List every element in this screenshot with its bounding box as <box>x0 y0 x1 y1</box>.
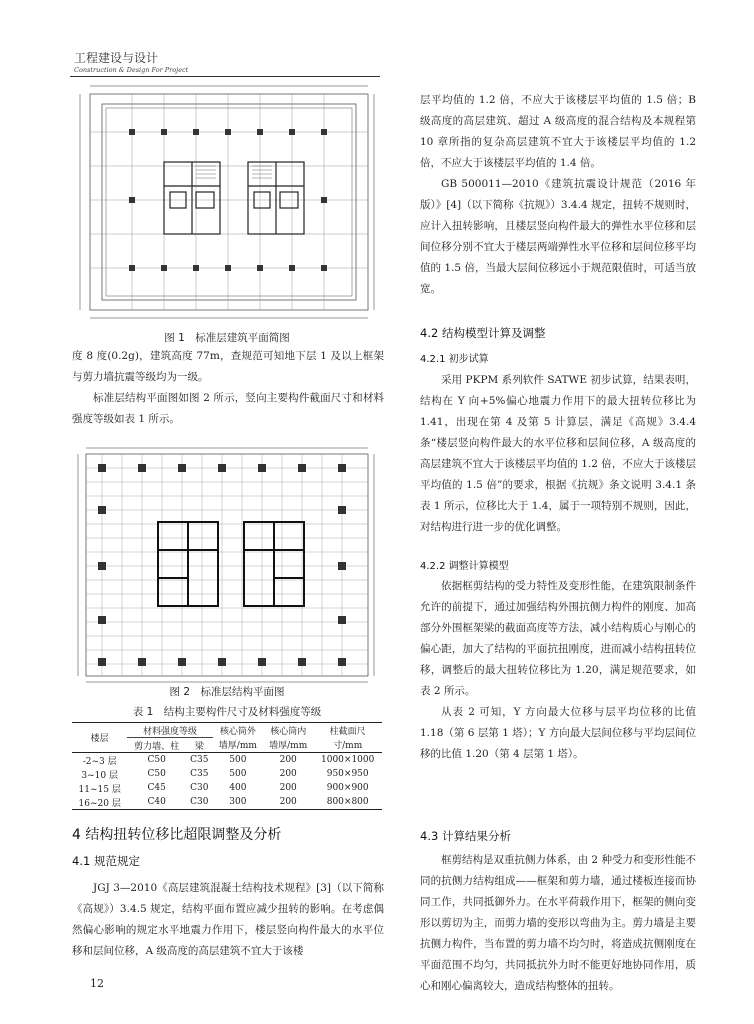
table1 <box>72 722 382 810</box>
table-header-core-in-unit: 墙厚/mm <box>269 741 308 752</box>
page-number: 12 <box>90 977 104 990</box>
table-cell: 500 <box>229 769 247 779</box>
table-row <box>72 795 382 810</box>
left-text-lower <box>72 878 384 962</box>
right-text-upper <box>420 90 696 300</box>
section-4-1-heading: 4.1 规范规定 <box>72 854 140 868</box>
section-4-2-2-heading: 4.2.2 调整计算模型 <box>420 561 509 572</box>
table-header-beam: 梁 <box>194 741 204 752</box>
figure2-structural-plan <box>72 446 382 684</box>
right-para-4: 依据框剪结构的受力特性及变形性能，在建筑限制条件允许的前提下，通过加强结构外围抗侧力构件的刚度、加高部分外围框架梁的截面高度等方法，减小结构质心与刚心的偏心距，加大了结构的平面抗扭刚度，进而减小结构扭转位移，调整后的最大扭转位移比为 1.20，满足规范要求，如表 2 所示。 <box>420 580 696 697</box>
table-cell: 800×800 <box>326 797 369 807</box>
table-header-core-out: 核心筒外 <box>219 726 256 737</box>
table-header-floor: 楼层 <box>90 734 109 744</box>
table-header-shear: 剪力墙、柱 <box>134 741 180 752</box>
right-para-5: 从表 2 可知，Y 方向最大位移与层平均位移的比值 1.18（第 6 层第 1 塔）；Y 方向最大层间位移与平均层间位移的比值 1.20（第 4 层第 1 塔）。 <box>420 706 696 760</box>
table-cell: C40 <box>147 797 166 807</box>
table-cell: C50 <box>147 769 166 779</box>
table-row <box>72 781 382 795</box>
table-cell: C30 <box>190 783 209 793</box>
table-cell: 500 <box>229 755 247 765</box>
table-cell: 200 <box>279 755 297 765</box>
table-cell: 11~15 层 <box>78 784 121 795</box>
section-4-3-heading: 4.3 计算结果分析 <box>420 829 511 843</box>
table-cell: C30 <box>190 797 209 807</box>
table-header-material: 材料强度等级 <box>127 723 212 738</box>
header-rule <box>70 76 380 77</box>
section-4-2-1-heading: 4.2.1 初步试算 <box>420 354 489 365</box>
table-row <box>72 767 382 781</box>
table-cell: 950×950 <box>326 769 369 779</box>
table-header-col: 柱截面尺 <box>329 726 366 737</box>
right-para-3: 采用 PKPM 系列软件 SATWE 初步试算，结果表明，结构在 Y 向+5%偏心地震力作用下的最大扭转位移比为 1.41，出现在第 4 及第 5 计算层，满足《高规》3.4.4 条“楼层竖向构件最大的水平位移和层间位移，A 级高度的高层建筑不宜大于该楼层平均值的 1.2 倍，不应大于该楼层平均值的 1.5 倍”的要求，根据《抗规》条文说明 3.4.1 条表 1 所示，位移比大于 1.4，属于一项特别不规则，因此，对结构进行进一步的优化调整。 <box>420 374 696 533</box>
table-cell: 200 <box>279 769 297 779</box>
right-text-lower <box>420 576 696 765</box>
section-4-2-heading: 4.2 结构模型计算及调整 <box>420 326 546 340</box>
table-header-core-out-unit: 墙厚/mm <box>218 741 257 752</box>
table-cell: 3~10 层 <box>81 770 118 781</box>
journal-title: 工程建设与设计 <box>74 51 159 65</box>
left-para-1: 度 8 度(0.2g)，建筑高度 77m，查规范可知地下层 1 及以上框架与剪力墙抗震等级均为一级。 <box>72 350 384 383</box>
figure2-caption: 图 2 标准层结构平面图 <box>169 686 285 698</box>
table-cell: 900×900 <box>326 783 369 793</box>
table-cell: 1000×1000 <box>321 755 375 765</box>
table-row <box>72 753 382 768</box>
right-para-1: 层平均值的 1.2 倍，不应大于该楼层平均值的 1.5 倍；B 级高度的高层建筑、超过 A 级高度的混合结构及本规程第 10 章所指的复杂高层建筑不宜大于该楼层平均值的 1.2 倍，不应大于该楼层平均值的 1.4 倍。 <box>420 94 696 169</box>
table-cell: 200 <box>279 797 297 807</box>
table-header-col-unit: 寸/mm <box>333 741 363 752</box>
table-cell: C35 <box>190 755 209 765</box>
journal-subtitle: Construction & Design For Project <box>74 66 189 74</box>
figure1-caption: 图 1 标准层建筑平面简图 <box>164 332 290 344</box>
table-cell: 200 <box>279 783 297 793</box>
table-cell: 400 <box>229 783 247 793</box>
right-text-middle <box>420 370 696 538</box>
right-para-2: GB 500011—2010《建筑抗震设计规范（2016 年版）》[4]（以下简称《抗规》）3.4.4 规定，扭转不规则时，应计入扭转影响，且楼层竖向构件最大的弹性水平位移和层间位移分别不宜大于楼层两端弹性水平位移和层间位移平均值的 1.5 倍，当最大层间位移远小于规范限值时，可适当放宽。 <box>420 178 696 295</box>
table-cell: C45 <box>147 783 166 793</box>
table-cell: -2~3 层 <box>82 756 117 767</box>
table1-caption: 表 1 结构主要构件尺寸及材料强度等级 <box>132 706 322 718</box>
table-cell: 16~20 层 <box>78 798 121 809</box>
section-4-heading: 4 结构扭转位移比超限调整及分析 <box>72 827 282 843</box>
left-para-3: JGJ 3—2010《高层建筑混凝土结构技术规程》[3]（以下简称《高规》）3.4.5 规定，结构平面布置应减少扭转的影响。在考虑偶然偏心影响的规定水平地震力作用下，楼层竖向构件最大的水平位移和层间位移，A 级高度的高层建筑不宜大于该楼 <box>72 882 384 957</box>
table-cell: C35 <box>190 769 209 779</box>
left-text-upper <box>72 346 384 430</box>
right-text-bottom <box>420 850 696 997</box>
table-cell: C50 <box>147 755 166 765</box>
right-para-6: 框剪结构是双重抗侧力体系，由 2 种受力和变形性能不同的抗侧力结构组成——框架和剪力墙，通过楼板连接而协同工作，共同抵御外力。在水平荷载作用下，框架的侧向变形以剪切为主，而剪力墙的变形以弯曲为主。剪力墙是主要抗侧力构件，当布置的剪力墙不均匀时，将造成抗侧刚度在平面范围不均匀，共同抵抗外力时不能更好地协同作用，质心和刚心偏离较大，造成结构整体的扭转。 <box>420 854 696 992</box>
left-para-2: 标准层结构平面图如图 2 所示，竖向主要构件截面尺寸和材料强度等级如表 1 所示。 <box>72 392 384 425</box>
table-header-core-in: 核心筒内 <box>270 726 307 737</box>
table-cell: 300 <box>229 797 247 807</box>
figure1-architectural-plan <box>72 82 382 322</box>
